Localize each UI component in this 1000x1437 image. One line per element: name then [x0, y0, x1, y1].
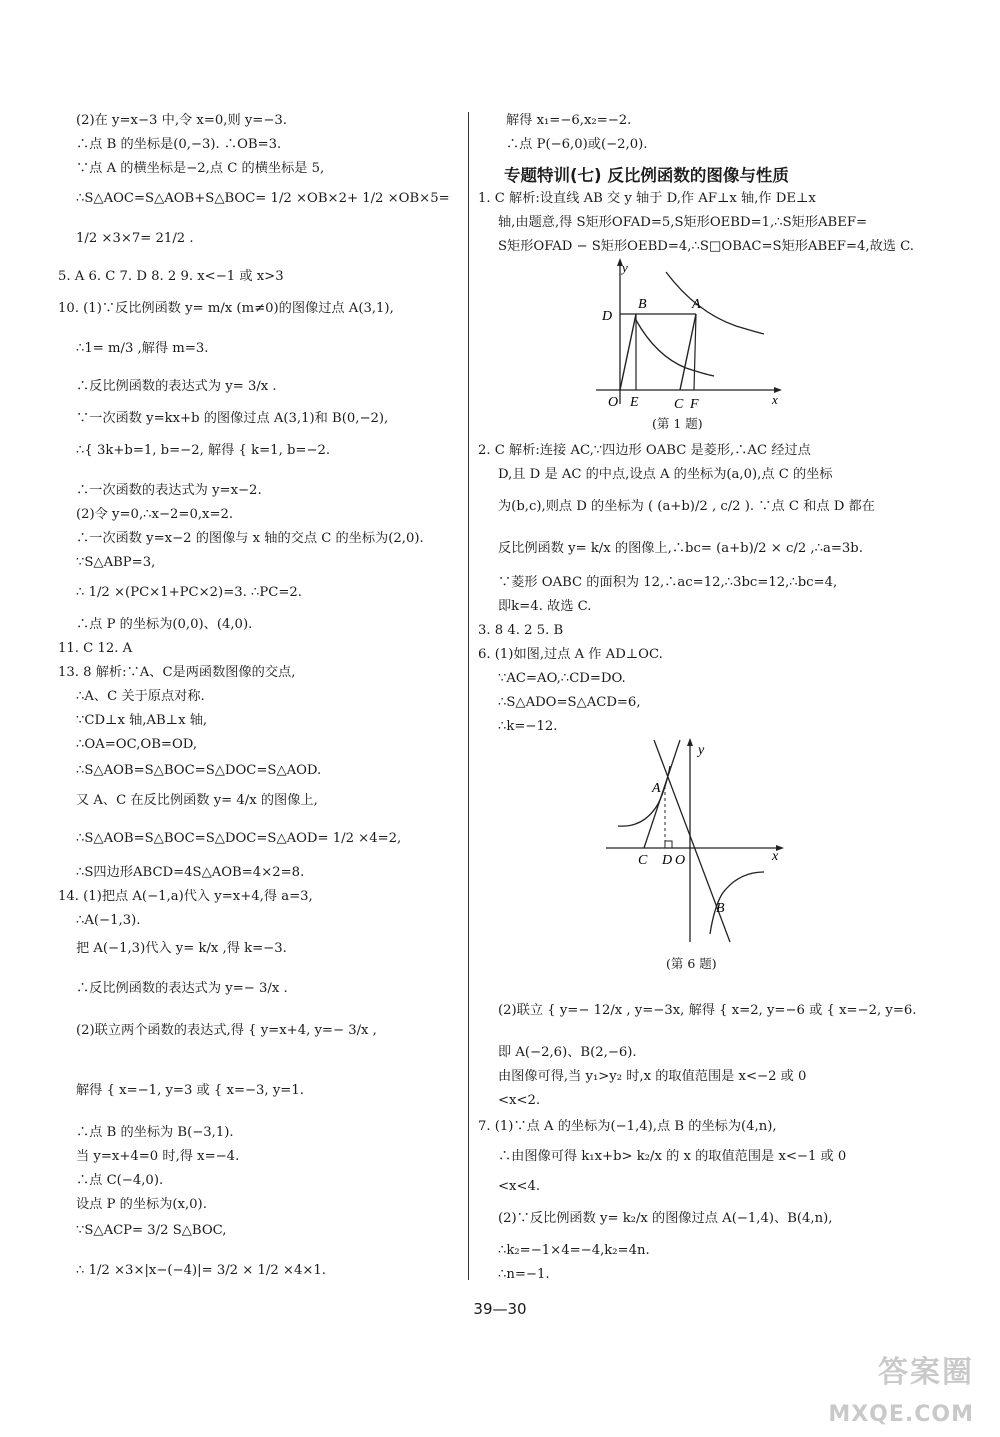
label-D: D: [662, 853, 673, 868]
curve-lower: [636, 320, 714, 376]
text-line: ∴S△AOC=S△AOB+S△BOC= 1/2 ×OB×2+ 1/2 ×OB×5=: [76, 191, 450, 206]
text-line: 反比例函数 y= k/x 的图像上,∴bc= (a+b)/2 × c/2 ,∴a=3b.: [498, 541, 863, 556]
text-line: ∴一次函数的表达式为 y=x−2.: [76, 483, 262, 498]
text-line: ∴S四边形ABCD=4S△AOB=4×2=8.: [76, 865, 305, 880]
text-line: 当 y=x+4=0 时,得 x=−4.: [76, 1149, 240, 1164]
figure-6-caption: (第 6 题): [666, 956, 717, 971]
label-E: E: [630, 395, 639, 408]
text-line: 由图像可得,当 y₁>y₂ 时,x 的取值范围是 x<−2 或 0: [498, 1069, 807, 1084]
text-line: ∴反比例函数的表达式为 y= 3/x .: [76, 379, 277, 394]
text-line: ∴S△AOB=S△BOC=S△DOC=S△AOD= 1/2 ×4=2,: [76, 831, 402, 846]
text-line: ∴k=−12.: [498, 719, 558, 734]
text-line: ∴点 B 的坐标是(0,−3). ∴OB=3.: [76, 137, 282, 152]
text-line: 3. 8 4. 2 5. B: [478, 623, 564, 638]
label-D: D: [602, 309, 613, 324]
text-line: D,且 D 是 AC 的中点,设点 A 的坐标为(a,0),点 C 的坐标: [498, 467, 833, 482]
label-C: C: [674, 397, 684, 408]
text-line: <x<2.: [498, 1093, 541, 1108]
label-O: O: [608, 395, 619, 408]
segment-AC: [680, 314, 696, 390]
label-F: F: [690, 397, 699, 408]
text-line: ∴n=−1.: [498, 1267, 550, 1282]
label-O: O: [675, 853, 686, 868]
text-line: ∴点 B 的坐标为 B(−3,1).: [76, 1125, 234, 1140]
label-y: y: [622, 260, 628, 275]
text-line: ∴ 1/2 ×(PC×1+PC×2)=3. ∴PC=2.: [76, 585, 303, 600]
label-B: B: [716, 901, 725, 916]
text-line: ∴由图像可得 k₁x+b> k₂/x 的 x 的取值范围是 x<−1 或 0: [498, 1149, 847, 1164]
watermark-logo-text: 答案圈: [878, 1355, 974, 1390]
label-A: A: [692, 297, 701, 312]
text-line: ∵CD⊥x 轴,AB⊥x 轴,: [76, 713, 208, 728]
text-line: 7. (1)∵点 A 的坐标为(−1,4),点 B 的坐标为(4,n),: [478, 1119, 777, 1134]
text-line: 设点 P 的坐标为(x,0).: [76, 1197, 207, 1212]
text-line: ∴A、C 关于原点对称.: [76, 689, 205, 704]
label-x: x: [772, 392, 778, 407]
watermark: [782, 1347, 982, 1427]
label-C: C: [638, 853, 648, 868]
text-line: 解得 { x=−1, y=3 或 { x=−3, y=1.: [76, 1083, 304, 1098]
text-line: S矩形OFAD − S矩形OEBD=4,∴S□OBAC=S矩形ABEF=4,故选 C.: [498, 239, 914, 254]
text-line: ∵S△ACP= 3/2 S△BOC,: [76, 1223, 227, 1238]
label-A: A: [652, 781, 661, 796]
text-line: 又 A、C 在反比例函数 y= 4/x 的图像上,: [76, 793, 318, 808]
figure-1-caption: (第 1 题): [652, 416, 703, 431]
text-line: ∵一次函数 y=kx+b 的图像过点 A(3,1)和 B(0,−2),: [76, 411, 389, 426]
label-x: x: [772, 849, 779, 864]
text-line: 1. C 解析:设直线 AB 交 y 轴于 D,作 AF⊥x 轴,作 DE⊥x: [478, 191, 816, 206]
text-line: 把 A(−1,3)代入 y= k/x ,得 k=−3.: [76, 941, 287, 956]
section-heading: 专题特训(七) 反比例函数的图像与性质: [504, 166, 789, 185]
text-line: ∵S△ABP=3,: [76, 555, 156, 570]
text-line: ∴点 C(−4,0).: [76, 1173, 164, 1188]
text-line: ∴{ 3k+b=1, b=−2, 解得 { k=1, b=−2.: [76, 443, 331, 458]
figure-1-graph: [586, 258, 786, 408]
text-line: 轴,由题意,得 S矩形OFAD=5,S矩形OEBD=1,∴S矩形ABEF=: [498, 215, 868, 230]
text-line: 即 A(−2,6)、B(2,−6).: [498, 1045, 637, 1060]
text-line: ∴点 P(−6,0)或(−2,0).: [506, 137, 648, 152]
page-number: 39—30: [473, 1300, 527, 1318]
y-axis-arrow: [687, 738, 693, 746]
text-line: 为(b,c),则点 D 的坐标为 ( (a+b)/2 , c/2 ). ∵点 C 和点 D 都在: [498, 499, 875, 514]
text-line: <x<4.: [498, 1179, 541, 1194]
text-line: 5. A 6. C 7. D 8. 2 9. x<−1 或 x>3: [58, 269, 284, 284]
label-y: y: [698, 743, 705, 758]
text-line: (2)在 y=x−3 中,令 x=0,则 y=−3.: [76, 113, 287, 128]
column-divider: [468, 112, 469, 1280]
label-B: B: [638, 297, 647, 312]
text-line: ∴1= m/3 ,解得 m=3.: [76, 341, 209, 356]
text-line: 10. (1)∵反比例函数 y= m/x (m≠0)的图像过点 A(3,1),: [58, 301, 394, 316]
curve-second-quadrant: [618, 766, 670, 826]
text-line: 13. 8 解析:∵A、C是两函数图像的交点,: [58, 665, 296, 680]
text-line: (2)联立两个函数的表达式,得 { y=x+4, y=− 3/x ,: [76, 1023, 377, 1038]
segment-OB: [620, 314, 636, 390]
text-line: 即k=4. 故选 C.: [498, 599, 592, 614]
text-line: ∴点 P 的坐标为(0,0)、(4,0).: [76, 617, 253, 632]
text-line: ∴反比例函数的表达式为 y=− 3/x .: [76, 981, 288, 996]
text-line: ∴k₂=−1×4=−4,k₂=4n.: [498, 1243, 650, 1258]
text-line: ∴A(−1,3).: [76, 913, 141, 928]
text-line: ∴一次函数 y=x−2 的图像与 x 轴的交点 C 的坐标为(2,0).: [76, 531, 424, 546]
text-line: 6. (1)如图,过点 A 作 AD⊥OC.: [478, 647, 663, 662]
figure-6-graph: [604, 734, 794, 944]
text-line: (2)联立 { y=− 12/x , y=−3x, 解得 { x=2, y=−6 或 { x=−2, y=6.: [498, 1003, 917, 1018]
text-line: ∵点 A 的横坐标是−2,点 C 的横坐标是 5,: [76, 161, 325, 176]
curve-upper: [666, 272, 764, 334]
text-line: 11. C 12. A: [58, 641, 133, 656]
text-line: (2)∵反比例函数 y= k₂/x 的图像过点 A(−1,4)、B(4,n),: [498, 1211, 833, 1226]
text-line: ∴ 1/2 ×3×|x−(−4)|= 3/2 × 1/2 ×4×1.: [76, 1263, 326, 1278]
right-angle-mark: [665, 841, 672, 848]
text-line: 1/2 ×3×7= 21/2 .: [76, 231, 194, 246]
text-line: 2. C 解析:连接 AC,∵四边形 OABC 是菱形,∴AC 经过点: [478, 443, 811, 458]
text-line: 解得 x₁=−6,x₂=−2.: [506, 113, 632, 128]
text-line: ∵菱形 OABC 的面积为 12,∴ac=12,∴3bc=12,∴bc=4,: [498, 575, 838, 590]
text-line: ∴S△ADO=S△ACD=6,: [498, 695, 641, 710]
text-line: ∵AC=AO,∴CD=DO.: [498, 671, 626, 686]
text-line: ∴S△AOB=S△BOC=S△DOC=S△AOD.: [76, 763, 322, 778]
text-line: 14. (1)把点 A(−1,a)代入 y=x+4,得 a=3,: [58, 889, 313, 904]
text-line: ∴OA=OC,OB=OD,: [76, 737, 198, 752]
text-line: (2)令 y=0,∴x−2=0,x=2.: [76, 507, 234, 522]
watermark-url: MXQE.COM: [828, 1402, 974, 1427]
